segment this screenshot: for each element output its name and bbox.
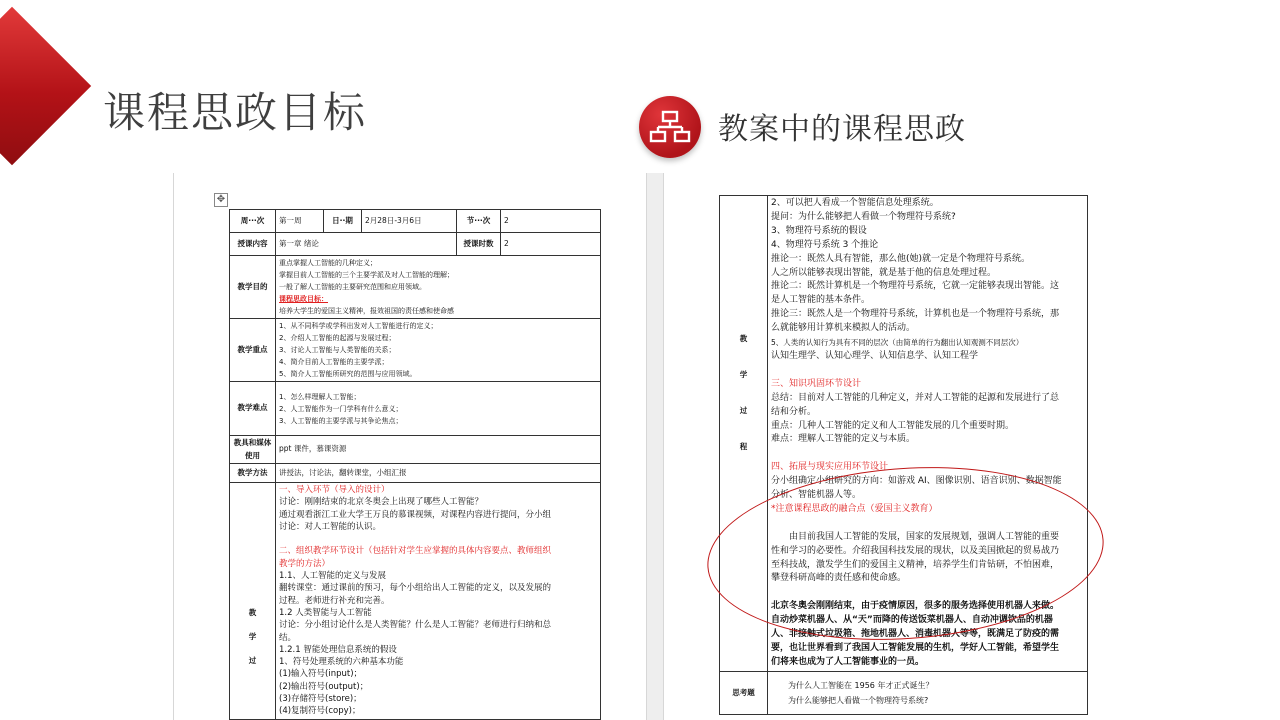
- process-line: 结和分析。: [771, 406, 817, 417]
- date-value: 2月28日-3月6日: [362, 210, 457, 233]
- process-line: 讨论：对人工智能的认识。: [279, 521, 382, 532]
- process-line: 要，也让世界看到了我国人工智能发展的生机，学好人工智能，希望学生: [771, 643, 1060, 653]
- process-char: 过: [248, 656, 257, 665]
- hours-label: 授课时数: [457, 233, 501, 256]
- process-line: (1)输入符号(input)；: [279, 669, 363, 680]
- process-line: 由目前我国人工智能的发展，国家的发展规划，强调人工智能的重要: [789, 531, 1060, 542]
- process-line: 至科技战，激发学生们的爱国主义精神，培养学生们肯钻研，不怕困难，: [771, 559, 1060, 570]
- process-line: 们将来也成为了人工智能事业的一员。: [771, 656, 925, 667]
- process-line: 推论三：既然人是一个物理符号系统，计算机也是一个物理符号系统，那: [771, 309, 1060, 320]
- process-line: 1.2.1 智能处理信息系统的假设: [279, 644, 397, 655]
- tools-label: 教具和媒体使用: [230, 436, 276, 464]
- difficulty-line: 1、怎么样理解人工智能；: [279, 392, 361, 401]
- goal-line: 培养大学生的爱国主义精神，报效祖国的责任感和使命感: [279, 307, 454, 315]
- process-char: 学: [248, 632, 257, 641]
- process-char: 学: [739, 370, 748, 379]
- tools-value: ppt 课件，慕课资源: [276, 436, 601, 464]
- method-value: 讲授法，讨论法，翻转课堂，小组汇报: [276, 464, 601, 483]
- section-label: 节···次: [457, 210, 501, 233]
- content-label: 授课内容: [230, 233, 276, 256]
- ideology-goal-heading: 课程思政目标：: [279, 295, 328, 303]
- section-subtitle: 教案中的课程思政: [718, 112, 966, 147]
- lesson-plan-table: [229, 209, 601, 720]
- process-line: 讨论：分小组讨论什么是人类智能？什么是人工智能？老师进行归纳和总: [279, 620, 552, 631]
- process-content: [276, 483, 601, 720]
- think-label: 思考题: [720, 671, 768, 714]
- process-line: 二、组织教学环节设计（包括针对学生应掌握的具体内容要点、教师组织: [279, 546, 552, 557]
- key-label: 教学重点: [230, 319, 276, 382]
- process-line: [279, 533, 597, 545]
- method-label: 教学方法: [230, 464, 276, 483]
- key-line: 1、从不同科学或学科出发对人工智能进行的定义；: [279, 322, 438, 330]
- content-value: 第一章 绪论: [276, 233, 457, 256]
- process-line: 难点：理解人工智能的定义与本质。: [771, 434, 916, 445]
- key-line: 2、介绍人工智能的起源与发展过程；: [279, 334, 396, 342]
- process-line: 是人工智能的基本条件。: [771, 295, 871, 306]
- process-line: 分析、智能机器人等。: [771, 490, 862, 501]
- process-line: 推论一：既然人具有智能，那么他(她)就一定是个物理符号系统。: [771, 253, 1031, 264]
- process-line: 三、知识巩固环节设计: [771, 378, 862, 389]
- process-line: 3、物理符号系统的假设: [771, 225, 867, 236]
- process-line: 讨论：刚刚结束的北京冬奥会上出现了哪些人工智能？: [279, 497, 484, 508]
- page-gap: [647, 173, 663, 720]
- process-label: [230, 483, 276, 720]
- week-label: 周···次: [230, 210, 276, 233]
- process-line: 教学的方法）: [279, 558, 331, 569]
- week-value: 第一周: [276, 210, 324, 233]
- goal-line: 掌握目前人工智能的三个主要学派及对人工智能的理解；: [279, 271, 454, 279]
- process-line: 4、物理符号系统 3 个推论: [771, 239, 879, 250]
- process-line: 么就能够用计算机来模拟人的活动。: [771, 323, 916, 334]
- hours-value: 2: [501, 233, 601, 256]
- process-line: (3)存储符号(store)；: [279, 694, 362, 705]
- date-label: 日··期: [324, 210, 362, 233]
- process-line: 人、非接触式垃圾箱、拖地机器人、消毒机器人等等，既满足了防疫的需: [771, 629, 1060, 640]
- process-line: 性和学习的必要性。介绍我国科技发展的现状，以及美国掀起的贸易战乃: [771, 545, 1060, 556]
- process-char: 程: [739, 442, 748, 451]
- lesson-plan-page-left: [173, 173, 647, 720]
- sitemap-icon: [639, 96, 701, 158]
- process-line: 2、可以把人看成一个智能信息处理系统。: [771, 198, 939, 208]
- process-line: 结。: [279, 632, 297, 643]
- difficulty-content: [276, 382, 601, 436]
- process-line: 四、拓展与现实应用环节设计: [771, 462, 889, 473]
- process-line: 攀登科研高峰的责任感和使命感。: [771, 573, 907, 584]
- process-line: 翻转课堂：通过课前的预习，每个小组给出人工智能的定义，以及发展的: [279, 583, 552, 594]
- process-line: 自动炒菜机器人、从“天”而降的传送饭菜机器人、自动冲调饮品的机器: [771, 615, 1053, 626]
- process-line: (2)输出符号(output)；: [279, 681, 369, 692]
- key-content: [276, 319, 601, 382]
- process-line: 人之所以能够表现出智能，就是基于他的信息处理过程。: [771, 267, 997, 278]
- goal-content: [276, 256, 601, 319]
- process-line: [771, 447, 1084, 461]
- table-move-handle-icon[interactable]: ✥: [214, 193, 228, 207]
- difficulty-line: 2、人工智能作为一门学科有什么意义；: [279, 404, 403, 413]
- difficulty-line: 3、人工智能的主要学派与其争论焦点；: [279, 416, 403, 425]
- process-char: 教: [248, 608, 257, 617]
- think-line: 为什么能够把人看做一个物理符号系统?: [788, 695, 929, 705]
- process-line: 一、导入环节（导入的设计）: [279, 485, 390, 495]
- process-line: 1、符号处理系统的六种基本功能: [279, 657, 404, 668]
- process-line: 推论二：既然计算机是一个物理符号系统，它就一定能够表现出智能。这: [771, 281, 1060, 292]
- process-line: 重点：几种人工智能的定义和人工智能发展的几个重要时期。: [771, 420, 1015, 431]
- process-line: 5、人类的认知行为具有不同的层次（由简单的行为翻出认知观测不同层次）: [771, 338, 1024, 348]
- process-line: 1.2 人类智能与人工智能: [279, 607, 372, 618]
- think-line: 为什么人工智能在 1956 年才正式诞生？: [788, 680, 934, 690]
- goal-label: 教学目的: [230, 256, 276, 319]
- page-title: 课程思政目标: [103, 88, 368, 137]
- goal-line: 一般了解人工智能的主要研究范围和应用领域。: [279, 283, 426, 291]
- process-line: [771, 364, 1084, 378]
- corner-decoration: [0, 7, 91, 165]
- process-line: 提问：为什么能够把人看做一个物理符号系统?: [771, 211, 956, 222]
- key-line: 5、简介人工智能所研究的范围与应用领域。: [279, 370, 417, 378]
- process-line: 认知生理学、认知心理学、认知信息学、认知工程学: [771, 350, 979, 361]
- difficulty-label: 教学难点: [230, 382, 276, 436]
- process-line: *注意课程思政的融合点（爱国主义教育）: [771, 503, 938, 514]
- section-value: 2: [501, 210, 601, 233]
- think-content: [768, 671, 1088, 714]
- process-line: 过程。老师进行补充和完善。: [279, 595, 390, 606]
- key-line: 3、讨论人工智能与人类智能的关系；: [279, 346, 396, 354]
- process-line: 分小组确定小组研究的方向：如游戏 AI、图像识别、语音识别、数据智能: [771, 476, 1062, 487]
- key-line: 4、简介目前人工智能的主要学派；: [279, 358, 389, 366]
- process-line: 北京冬奥会刚刚结束，由于疫情原因，很多的服务选择使用机器人来做。: [771, 601, 1060, 612]
- process-char: 教: [739, 334, 748, 343]
- process-line: 1.1、人工智能的定义与发展: [279, 571, 387, 582]
- process-line: 总结：目前对人工智能的几种定义，并对人工智能的起源和发展进行了总: [771, 392, 1060, 403]
- process-char: 过: [739, 406, 748, 415]
- process-line: (4)复制符号(copy)；: [279, 706, 361, 717]
- process-line: 通过观看浙江工业大学王万良的慕课视频，对课程内容进行提问，分小组: [279, 509, 552, 520]
- goal-line: 重点掌握人工智能的几种定义；: [279, 259, 377, 267]
